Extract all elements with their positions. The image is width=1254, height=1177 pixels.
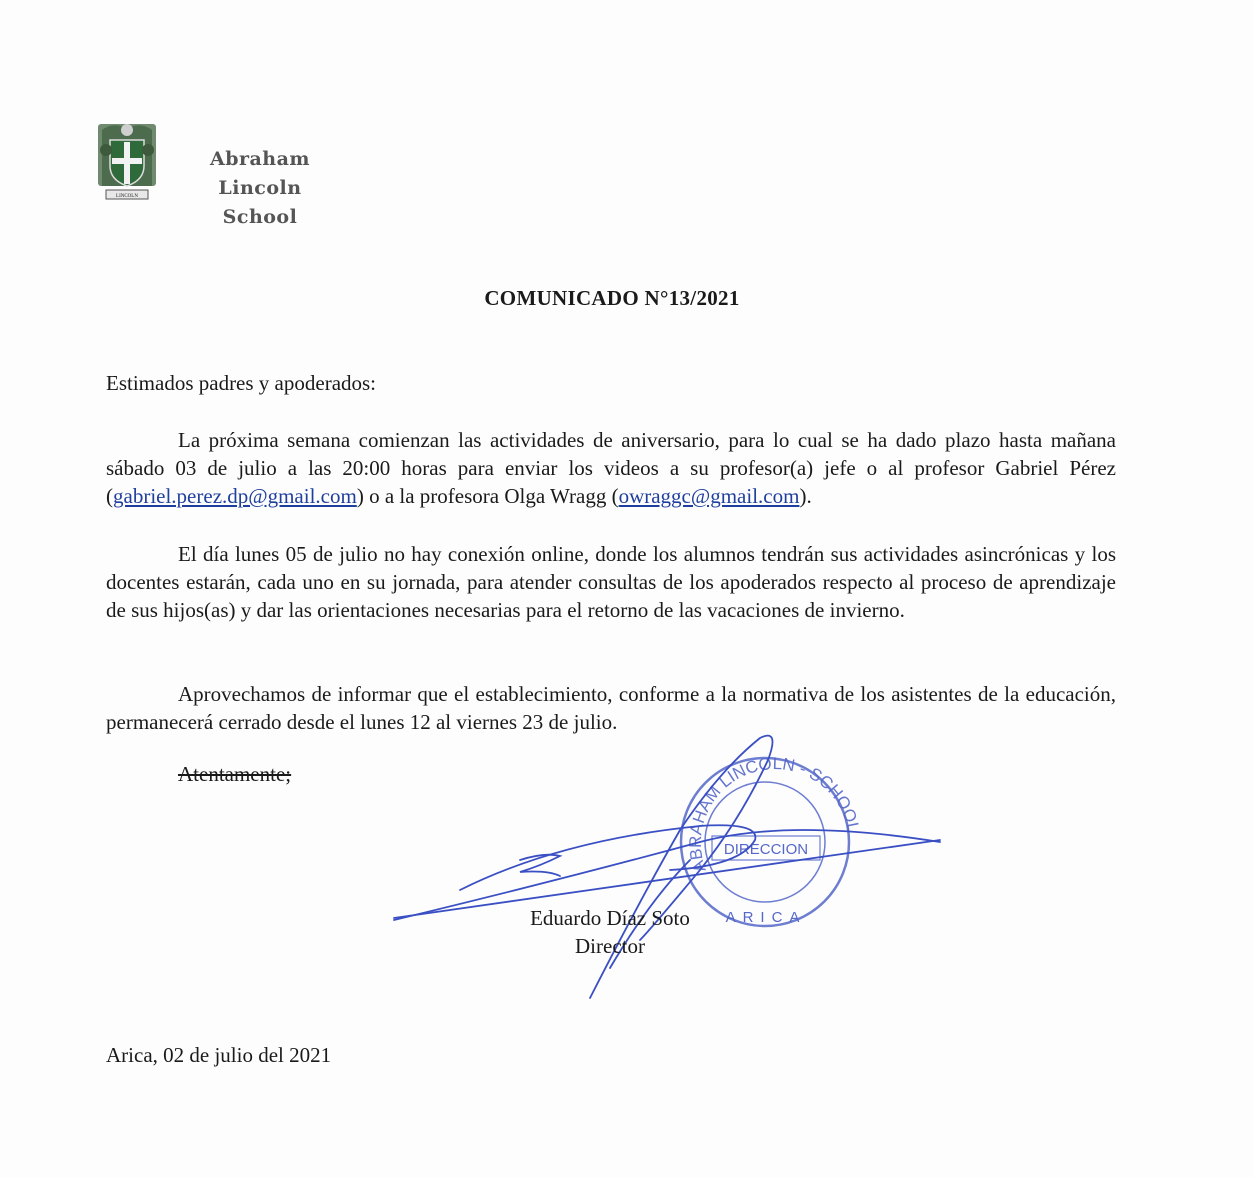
school-name bbox=[170, 145, 350, 232]
signature-block bbox=[490, 904, 730, 960]
paragraph-closure: Aprovechamos de informar que el establecimiento, conforme a la normativa de los asistentes de la educación, permanecerá cerrado desde el lunes 12 al viernes 23 de julio. bbox=[106, 682, 1116, 734]
official-stamp bbox=[681, 758, 849, 926]
email-link-gabriel[interactable]: gabriel.perez.dp@gmail.com bbox=[113, 484, 357, 508]
school-name-line2: School bbox=[222, 206, 298, 228]
paragraph-no-online: El día lunes 05 de julio no hay conexión online, donde los alumnos tendrán sus actividades asincrónicas y los docentes estarán, cada uno en su jornada, para atender consultas de los apoderados respecto al proceso de aprendizaje de sus hijos(as) y dar las orientaciones necesarias para el retorno de las vacaciones de invierno. bbox=[106, 542, 1116, 622]
signer-role: Director bbox=[575, 934, 645, 958]
greeting: Estimados padres y apoderados: bbox=[106, 371, 377, 395]
stamp-ring-textpath: ABRAHAM LINCOLN - SCHOOL bbox=[685, 754, 864, 875]
stamp-center-text: DIRECCION bbox=[723, 841, 809, 858]
paragraph1-text-b: ) o a la profesora Olga Wragg ( bbox=[356, 484, 619, 508]
school-name-line1: Abraham Lincoln bbox=[209, 148, 311, 199]
signer-name: Eduardo Díaz Soto bbox=[530, 906, 690, 930]
email-link-olga[interactable]: owraggc@gmail.com bbox=[618, 484, 800, 508]
crest-ribbon-text: LINCOLN bbox=[116, 194, 138, 199]
closing: Atentamente; bbox=[178, 762, 292, 786]
school-crest-logo bbox=[92, 120, 162, 202]
place-date: Arica, 02 de julio del 2021 bbox=[106, 1043, 332, 1067]
stamp-ring-text bbox=[686, 754, 863, 875]
paragraph-deadline bbox=[106, 426, 1116, 510]
paragraph1-text-c: ). bbox=[799, 484, 812, 508]
stamp-bottom-text: ARICA bbox=[725, 909, 807, 926]
paragraph1-text-a: La próxima semana comienzan las actividades de aniversario, para lo cual se ha dado plazo hasta mañana sábado 03 de julio a las 20:00 horas para enviar los videos a su profesor(a) jefe o al profesor Gabriel Pérez ( bbox=[106, 428, 1116, 508]
document-title: COMUNICADO N°13/2021 bbox=[484, 286, 740, 310]
